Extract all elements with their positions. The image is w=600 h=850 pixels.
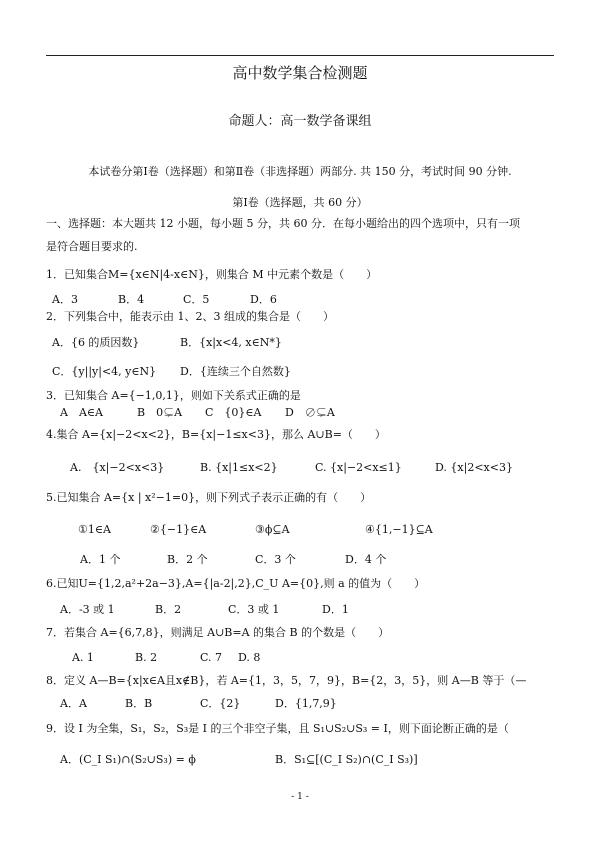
q1-stem: 1．已知集合M={x∈N|4-x∈N}，则集合 M 中元素个数是（ ）: [46, 268, 378, 281]
q7-option-d: D. 8: [238, 651, 261, 664]
q4-option-c: C. {x|−2<x≤1}: [315, 461, 402, 474]
q6-option-b: B．2: [155, 603, 182, 616]
q5-statement-3: ③ϕ⊆A: [255, 523, 290, 536]
q9-option-b: B．S₁⊆[(C_I S₂)∩(C_I S₃)]: [275, 753, 418, 766]
q2-option-d: D．{连续三个自然数}: [180, 365, 291, 378]
q1-option-a: A．3: [52, 293, 78, 306]
q3-option-a: A A∈A: [60, 406, 103, 419]
q3-stem: 3．已知集合 A={−1,0,1}，则如下关系式正确的是: [46, 389, 301, 402]
q7-stem: 7．若集合 A={6,7,8}，则满足 A∪B=A 的集合 B 的个数是（ ）: [46, 626, 390, 639]
q5-statement-1: ①1∈A: [78, 523, 111, 536]
q8-option-d: D．{1,7,9}: [275, 697, 337, 710]
q6-option-d: D．1: [322, 603, 349, 616]
q7-option-b: B. 2: [135, 651, 158, 664]
q6-option-c: C．3 或 1: [228, 603, 280, 616]
q8-stem: 8．定义 A—B={x|x∈A且x∉B}，若 A={1，3，5，7，9}，B={2，3，5}，则 A—B 等于（—: [46, 674, 527, 687]
q5-statement-2: ②{−1}∈A: [150, 523, 207, 536]
q4-option-a: A. {x|−2<x<3}: [70, 461, 165, 474]
q6-option-a: A．-3 或 1: [60, 603, 115, 616]
q1-option-d: D．6: [250, 293, 277, 306]
q4-stem: 4.集合 A={x|−2<x<2}，B={x|−1≤x<3}，那么 A∪B=（ ）: [46, 428, 386, 441]
author-line: 命题人：高一数学备课组: [228, 114, 372, 129]
header-rule: [46, 55, 554, 56]
q9-stem: 9．设 I 为全集，S₁，S₂，S₃是 I 的三个非空子集，且 S₁∪S₂∪S₃ = I，则下面论断正确的是（: [46, 722, 509, 735]
q3-option-c: C {0}∈A: [205, 406, 262, 419]
q1-option-b: B．4: [118, 293, 145, 306]
q6-stem: 6.已知U={1,2,a²+2a−3},A={|a-2|,2},C_U A={0},则 a 的值为（ ）: [46, 577, 426, 590]
q3-option-d: D ∅⊊A: [285, 406, 335, 419]
exam-intro: 本试卷分第Ⅰ卷（选择题）和第Ⅱ卷（非选择题）两部分. 共 150 分，考试时间 90 分钟.: [88, 165, 512, 178]
q9-option-a: A．(C_I S₁)∩(S₂∪S₃) = ϕ: [60, 753, 196, 766]
section-instruction-1: 一、选择题：本大题共 12 小题，每小题 5 分，共 60 分．在每小题给出的四个选项中，只有一项: [46, 217, 520, 230]
page-title: 高中数学集合检测题: [232, 64, 368, 82]
q5-option-b: B．2 个: [167, 553, 208, 566]
part1-title: 第Ⅰ卷（选择题，共 60 分）: [232, 196, 368, 209]
q2-option-c: C．{y||y|<4, y∈N}: [52, 365, 157, 378]
q4-option-b: B. {x|1≤x<2}: [200, 461, 278, 474]
q8-option-c: C．{2}: [200, 697, 241, 710]
q5-option-c: C．3 个: [255, 553, 296, 566]
q1-option-c: C．5: [183, 293, 210, 306]
q2-option-a: A．{6 的质因数}: [52, 336, 140, 349]
q5-option-a: A．1 个: [80, 553, 121, 566]
section-instruction-2: 是符合题目要求的.: [46, 240, 138, 253]
q2-stem: 2．下列集合中，能表示由 1、2、3 组成的集合是（ ）: [46, 310, 334, 323]
q2-option-b: B．{x|x<4, x∈N*}: [180, 336, 282, 349]
q8-option-b: B．B: [125, 697, 153, 710]
q4-option-d: D. {x|2<x<3}: [435, 461, 513, 474]
q5-stem: 5.已知集合 A={x | x²−1=0}，则下列式子表示正确的有（ ）: [46, 491, 372, 504]
q5-option-d: D．4 个: [345, 553, 387, 566]
q3-option-b: B 0⊊A: [137, 406, 183, 419]
q8-option-a: A．A: [60, 697, 87, 710]
q7-option-c: C. 7: [200, 651, 223, 664]
q5-statement-4: ④{1,−1}⊆A: [365, 523, 433, 536]
page-number: - 1 -: [291, 792, 309, 802]
q7-option-a: A. 1: [72, 651, 94, 664]
